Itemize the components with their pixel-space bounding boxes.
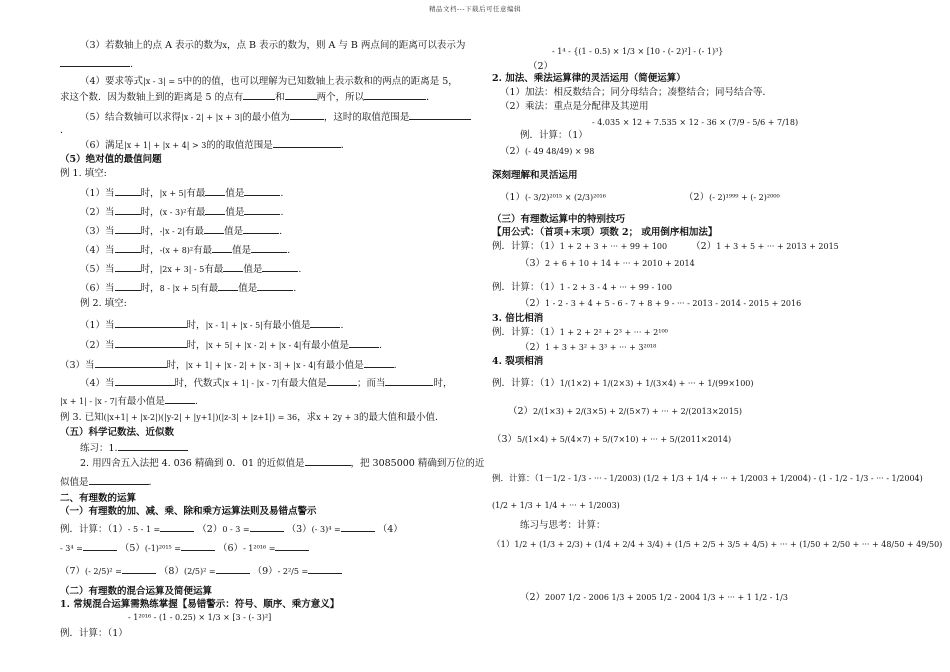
- geo-sum-1: [492, 327, 668, 339]
- math-expr: |x + 5| + |x - 2| + |x - 4|: [205, 341, 302, 350]
- fill-2-item-2: （2）当 时，|x + 5| + |x - 2| + |x - 4|有最小值是 .: [80, 340, 383, 351]
- answer-blank[interactable]: [327, 376, 357, 386]
- answer-blank[interactable]: [310, 318, 340, 328]
- math-expr: - 4.035 × 12 + 7.535 × 12 - 36 × (7/9 - 5/6 + 7/18): [592, 118, 799, 127]
- answer-blank[interactable]: [275, 541, 309, 551]
- text: （8）: [158, 566, 184, 577]
- example-label: 例．计算：（1）: [60, 628, 128, 639]
- text: 有最小值是: [262, 320, 311, 331]
- text: 2. 用四舍五入法把 4. 036 精确到 0．01 的近似值是: [80, 458, 305, 469]
- rule-line: （2）乘法：重点是分配律及其逆用: [500, 101, 649, 112]
- text: 的值，也可以理解为已知数轴上表示数和的两点的距离是 5，: [201, 76, 458, 87]
- answer-blank[interactable]: [385, 376, 433, 386]
- formula-hint: 【用公式：（首项+末项）项数 2； 或用倒序相加法】: [492, 227, 718, 238]
- answer-blank[interactable]: [60, 57, 130, 67]
- text: 时，: [166, 360, 186, 371]
- answer-blank[interactable]: [160, 522, 194, 532]
- text: 时，: [186, 320, 206, 331]
- fill-item-2: （2）当 时，(x - 3)²有最 值是 .: [80, 207, 284, 218]
- answer-blank[interactable]: [273, 138, 341, 148]
- answer-blank[interactable]: [83, 541, 117, 551]
- text: （3）: [286, 524, 312, 535]
- text: 的最大值和最小值.: [358, 412, 438, 423]
- answer-blank[interactable]: [244, 205, 280, 215]
- example-3: [60, 412, 438, 424]
- text: 有最小值是: [117, 396, 165, 407]
- answer-blank[interactable]: [409, 110, 471, 120]
- math-expr: - 1²⁰¹⁶ - (1 - 0.25) × 1/3 × [3 - (- 3)²]: [128, 613, 272, 622]
- practice-label: 练习与思考：计算：: [520, 520, 606, 531]
- telescope-3: [492, 434, 731, 446]
- answer-blank[interactable]: [308, 564, 342, 574]
- math-expr: -|x - 2|: [159, 227, 186, 236]
- text: ，把 3085000 精确到万位的近: [350, 458, 485, 469]
- text: .: [130, 59, 134, 70]
- text: （2）: [508, 406, 534, 417]
- text: 有最: [186, 188, 206, 199]
- text: （2）当: [80, 340, 115, 351]
- text: 两个，所以: [316, 92, 365, 103]
- telescope-1: [492, 378, 754, 390]
- text: 似值是: [60, 477, 89, 488]
- fill-2-item-4: [80, 376, 452, 390]
- text: （4）当: [80, 245, 115, 256]
- answer-blank[interactable]: [257, 281, 293, 291]
- answer-blank[interactable]: [223, 262, 243, 272]
- section-heading: 二、有理数的运算: [60, 493, 137, 504]
- practice-2: [520, 592, 788, 604]
- section-heading: 深刻理解和灵活运用: [492, 170, 578, 181]
- math-expr: -(x + 8)²: [159, 246, 194, 255]
- math-expr: (-1)²⁰¹⁵ =: [144, 544, 181, 553]
- math-expr: (x - 3)²: [159, 208, 187, 217]
- math-expr: |2x + 3| - 5: [159, 265, 205, 274]
- answer-blank[interactable]: [118, 441, 188, 451]
- answer-blank[interactable]: [115, 281, 141, 291]
- text: （5）结合数轴可以求得: [80, 112, 182, 123]
- text: ．: [148, 477, 159, 488]
- text: 例 3. 已知: [60, 412, 104, 423]
- text: 例．计算：（1）: [492, 378, 560, 389]
- math-expr: 8 - |x + 5|: [159, 284, 200, 293]
- text: 的的取值范围是: [206, 140, 273, 151]
- text: 有最小值是: [316, 360, 364, 371]
- answer-blank[interactable]: [115, 338, 187, 348]
- answer-blank[interactable]: [115, 205, 141, 215]
- math-expr: |x + 5|: [159, 189, 187, 198]
- text: ．: [340, 140, 351, 151]
- text: （2）: [520, 592, 546, 603]
- math-expr: (- 3)⁴ =: [311, 525, 341, 534]
- item-5-line: [80, 110, 471, 124]
- text: （2）: [500, 146, 526, 157]
- text: 值是: [232, 245, 252, 256]
- answer-blank[interactable]: [364, 90, 426, 100]
- math-expr: 1 + 3 + 3² + 3³ + ··· + 3²⁰¹⁸: [545, 343, 657, 352]
- section-heading: （三）有理数运算中的特别技巧: [492, 214, 626, 225]
- text: ．: [426, 92, 436, 103]
- math-abs-sum: |x - 2| + |x + 3|: [181, 113, 243, 122]
- text: （2）: [197, 524, 223, 535]
- text: 值是: [225, 207, 245, 218]
- example-label: （2）: [528, 61, 554, 72]
- answer-blank[interactable]: [212, 243, 232, 253]
- section-heading: 3. 倍比相消: [492, 313, 544, 324]
- section-heading: （5）绝对值的最值问题: [60, 154, 162, 165]
- math-abs-eq: |x - 3| = 5: [143, 77, 183, 86]
- practice-1: [492, 540, 942, 551]
- section-heading: （二）有理数的混合运算及简便运算: [60, 586, 213, 597]
- text: 有最小值是: [301, 340, 349, 351]
- answer-blank[interactable]: [115, 186, 141, 196]
- calc-row-3: [60, 564, 342, 578]
- example-expr: [128, 612, 271, 624]
- item-3-line: [80, 40, 465, 52]
- math-expr: 1 + 3 + 5 + ··· + 2013 + 2015: [716, 242, 839, 251]
- fill-2-item-1: （1）当 时，|x - 1| + |x - 5|有最小值是 .: [80, 320, 344, 331]
- answer-blank[interactable]: [89, 475, 149, 485]
- answer-blank[interactable]: [290, 110, 324, 120]
- text: 时，: [140, 226, 160, 237]
- text: （4）要求等式: [80, 76, 144, 87]
- text: （1）当: [80, 188, 115, 199]
- calc-row-2: [60, 541, 309, 555]
- math-expr: |x + 1| + |x - 2| + |x - 3| + |x - 4|: [185, 361, 317, 370]
- answer-blank[interactable]: [251, 243, 287, 253]
- practice-2b: [60, 475, 158, 489]
- section-heading: 4. 裂项相消: [492, 356, 544, 367]
- rule-line: （1）加法：相反数结合；同分母结合；凑整结合；同号结合等．: [500, 87, 773, 98]
- section-heading: （五）科学记数法、近似数: [60, 427, 175, 438]
- math-expr: 1 - 2 - 3 + 4 + 5 - 6 - 7 + 8 + 9 - ··· - 2013 - 2014 - 2015 + 2016: [545, 299, 802, 308]
- answer-blank[interactable]: [95, 358, 167, 368]
- text: 有最: [193, 245, 213, 256]
- text: ，则 A 与 B 两点间的距离可以表示为: [306, 40, 466, 51]
- fill-item-5: （5）当 时，|2x + 3| - 5有最 值是 .: [80, 264, 302, 275]
- text: 值是: [238, 283, 258, 294]
- text: ；而当: [356, 378, 386, 389]
- text: （3）: [492, 434, 518, 445]
- text: （2）当: [80, 207, 115, 218]
- text: 求这个数．因为数轴上到的距离是 5 的点有: [60, 92, 244, 103]
- practice-1: [80, 441, 188, 455]
- answer-blank[interactable]: [205, 205, 225, 215]
- text: （1）: [500, 192, 526, 203]
- answer-blank[interactable]: [341, 522, 375, 532]
- example-label: 例 1. 填空:: [60, 168, 107, 179]
- answer-blank[interactable]: [364, 358, 394, 368]
- math-expr: - 3⁴ =: [60, 544, 83, 553]
- math-expr: 1 + 2 + 2² + 2³ + ··· + 2¹⁰⁰: [559, 328, 668, 337]
- text: 时，: [140, 264, 160, 275]
- alt-sum-2: [520, 298, 801, 310]
- math-inequality: |x + 1| + |x + 4| > 3: [124, 141, 207, 150]
- text: （3）当: [60, 360, 95, 371]
- text: （2）: [520, 298, 546, 309]
- text: （6）: [218, 543, 244, 554]
- text: 值是: [243, 264, 263, 275]
- text: （2）: [691, 241, 717, 252]
- answer-blank[interactable]: [115, 262, 141, 272]
- telescope-4b: [492, 500, 620, 512]
- text: （3）: [520, 258, 546, 269]
- math-expr: (1/2 + 1/3 + 1/4 + ··· + 1/2003): [492, 501, 620, 510]
- example-label: 例 2. 填空:: [80, 298, 127, 309]
- page-header: 精品文档---下载后可任意编辑: [428, 5, 522, 13]
- text: 时，代数式: [174, 378, 223, 389]
- text: ．: [60, 125, 70, 136]
- text: 和: [275, 92, 285, 103]
- answer-blank[interactable]: [115, 376, 175, 386]
- answer-blank[interactable]: [216, 564, 250, 574]
- example-expr: [592, 117, 798, 129]
- fill-item-1: （1）当 时，|x + 5|有最 值是 .: [80, 188, 284, 199]
- math-expr: 1/2 + (1/3 + 2/3) + (1/4 + 2/4 + 3/4) + (1/5 + 2/5 + 3/5 + 4/5) + ··· + (1/50 + 2/50 + ··· + 48/50 + 49/50): [514, 540, 943, 549]
- text: （6）满足: [80, 140, 125, 151]
- answer-blank[interactable]: [305, 456, 351, 466]
- math-expr: - 1⁴ - {(1 - 0.5) × 1/3 × [10 - (- 2)²] - (- 1)³}: [552, 47, 724, 56]
- text: （2）: [520, 342, 546, 353]
- math-expr: x + 2y + 3: [316, 413, 359, 422]
- fill-2-item-4b: |x + 1| - |x - 7|有最小值是 .: [60, 396, 198, 407]
- text: 有最: [185, 226, 205, 237]
- text: 时，: [186, 340, 206, 351]
- item-6-line: [80, 138, 350, 152]
- text: 例．计算：（1）: [492, 282, 560, 293]
- power-example: [500, 192, 780, 204]
- section-heading: 1. 常规混合运算需熟练掌握【易错警示：符号、顺序、乘方意义】: [60, 599, 340, 610]
- math-expr: 0 - 3 =: [222, 525, 250, 534]
- text: 时，: [140, 245, 160, 256]
- math-expr: 1/2 - 1/3 - ··· - 1/2003) (1/2 + 1/3 + 1/4 + ··· + 1/2003 + 1/2004) - (1 - 1/2 - 1/3 - ··· - 1/2004): [552, 474, 923, 483]
- calc-row-1: [60, 522, 403, 536]
- practice-2: [80, 456, 484, 470]
- math-expr: 1 - 2 + 3 - 4 + ··· + 99 - 100: [559, 283, 672, 292]
- text: 例．计算：（1）: [492, 327, 560, 338]
- math-expr: 1 + 2 + 3 + ··· + 99 + 100: [559, 242, 668, 251]
- answer-blank[interactable]: [243, 224, 279, 234]
- math-expr: 2 + 6 + 10 + 14 + ··· + 2010 + 2014: [545, 259, 695, 268]
- text: 的最小值为: [242, 112, 290, 123]
- math-expr: 1/(1×2) + 1/(2×3) + 1/(3×4) + ··· + 1/(99×100): [559, 379, 754, 388]
- math-expr: 2/(1×3) + 2/(3×5) + 2/(5×7) + ··· + 2/(2013×2015): [533, 407, 743, 416]
- math-expr: 5/(1×4) + 5/(4×7) + 5/(7×10) + ··· + 5/(2011×2014): [517, 435, 732, 444]
- text: （3）当: [80, 226, 115, 237]
- text: 例．计算：（1）: [492, 241, 560, 252]
- math-expr: - 5 - 1 =: [127, 525, 161, 534]
- answer-blank[interactable]: [243, 90, 275, 100]
- math-expr: - 2²/5 =: [277, 567, 309, 576]
- text: ，点 B 表示的数为: [226, 40, 307, 51]
- text: 时，: [433, 378, 453, 389]
- answer-blank[interactable]: [204, 224, 224, 234]
- text: 有最大值是: [279, 378, 327, 389]
- answer-blank[interactable]: [115, 224, 141, 234]
- math-expr: (|x+1| + |x-2|)(|y-2| + |y+1|)(|z-3| + |z+1|) = 36: [103, 413, 298, 422]
- text: 例．计算：（1）: [60, 524, 128, 535]
- answer-blank[interactable]: [205, 186, 225, 196]
- text: （1）当: [80, 320, 115, 331]
- text: ，求: [297, 412, 317, 423]
- alt-sum-1: [492, 282, 672, 294]
- math-expr: (- 3/2)²⁰¹⁵ × (2/3)²⁰¹⁶: [525, 193, 606, 202]
- text: （5）: [119, 543, 145, 554]
- math-expr: |x - 1| + |x - 5|: [205, 321, 263, 330]
- answer-blank[interactable]: [181, 541, 215, 551]
- text: 时，: [140, 207, 160, 218]
- item-5-end: [60, 125, 70, 137]
- text: 值是: [224, 226, 244, 237]
- example-expr: [552, 46, 723, 58]
- text: （3）若数轴上的点 A 表示的数为: [80, 40, 223, 51]
- answer-blank[interactable]: [115, 318, 187, 328]
- math-expr: (- 2)¹⁹⁹⁹ + (- 2)²⁰⁰⁰: [709, 193, 780, 202]
- math-x: x: [222, 41, 227, 50]
- answer-blank[interactable]: [349, 338, 379, 348]
- math-expr: |x + 1| - |x - 7|: [222, 379, 280, 388]
- sum-example-1: [492, 241, 839, 253]
- sum-example-2: [520, 258, 695, 270]
- text: （5）当: [80, 264, 115, 275]
- text: （6）当: [80, 283, 115, 294]
- text: 例．计算：（1－: [492, 474, 553, 484]
- text: 有最: [204, 264, 224, 275]
- answer-blank[interactable]: [122, 564, 156, 574]
- fill-item-6: （6）当 时，8 - |x + 5|有最 值是 .: [80, 283, 297, 294]
- text: 中的: [182, 76, 202, 87]
- item-3-blank: [60, 57, 133, 71]
- math-expr: (- 2/5)² =: [85, 567, 122, 576]
- text: （9）: [252, 566, 278, 577]
- math-expr: 2007 1/2 - 2006 1/3 + 2005 1/2 - 2004 1/3 + ··· + 1 1/2 - 1/3: [545, 593, 788, 602]
- item-4-line2: [60, 90, 436, 104]
- text: （4）: [377, 524, 403, 535]
- section-heading: 2. 加法、乘法运算律的灵活运用（简便运算）: [492, 73, 686, 84]
- math-expr: (- 49 48/49) × 98: [525, 147, 595, 156]
- text: 时，: [140, 283, 160, 294]
- example-label: 例．计算：（1）: [520, 130, 588, 141]
- text: 练习：1.: [80, 443, 118, 454]
- section-heading: （一）有理数的加、减、乘、除和乘方运算法则及易错点警示: [60, 506, 317, 517]
- text: （2）: [684, 192, 710, 203]
- answer-blank[interactable]: [285, 90, 317, 100]
- text: ，这时的取值范围是: [323, 112, 410, 123]
- geo-sum-2: [520, 342, 656, 354]
- math-expr: |x + 1| - |x - 7|: [60, 397, 118, 406]
- fill-item-4: （4）当 时，-(x + 8)²有最 值是 .: [80, 245, 291, 256]
- item-4-line: [80, 76, 458, 88]
- answer-blank[interactable]: [115, 243, 141, 253]
- text: 时，: [140, 188, 160, 199]
- text: 值是: [225, 188, 245, 199]
- fill-item-3: （3）当 时，-|x - 2|有最 值是 .: [80, 226, 283, 237]
- text: （1）: [492, 540, 515, 550]
- answer-blank[interactable]: [165, 394, 195, 404]
- text: 有最: [186, 207, 206, 218]
- text: （7）: [60, 566, 86, 577]
- telescope-2: [508, 406, 742, 418]
- answer-blank[interactable]: [250, 522, 284, 532]
- math-expr: - 1²⁰¹⁶ =: [243, 544, 276, 553]
- telescope-4: [492, 474, 923, 485]
- text: （4）当: [80, 378, 115, 389]
- example-2: [500, 146, 594, 158]
- fill-2-item-3: （3）当 时，|x + 1| + |x - 2| + |x - 3| + |x - 4|有最小值是 .: [60, 360, 397, 371]
- answer-blank[interactable]: [218, 281, 238, 291]
- math-expr: (2/5)² =: [183, 567, 216, 576]
- answer-blank[interactable]: [244, 186, 280, 196]
- text: 有最: [199, 283, 219, 294]
- answer-blank[interactable]: [262, 262, 298, 272]
